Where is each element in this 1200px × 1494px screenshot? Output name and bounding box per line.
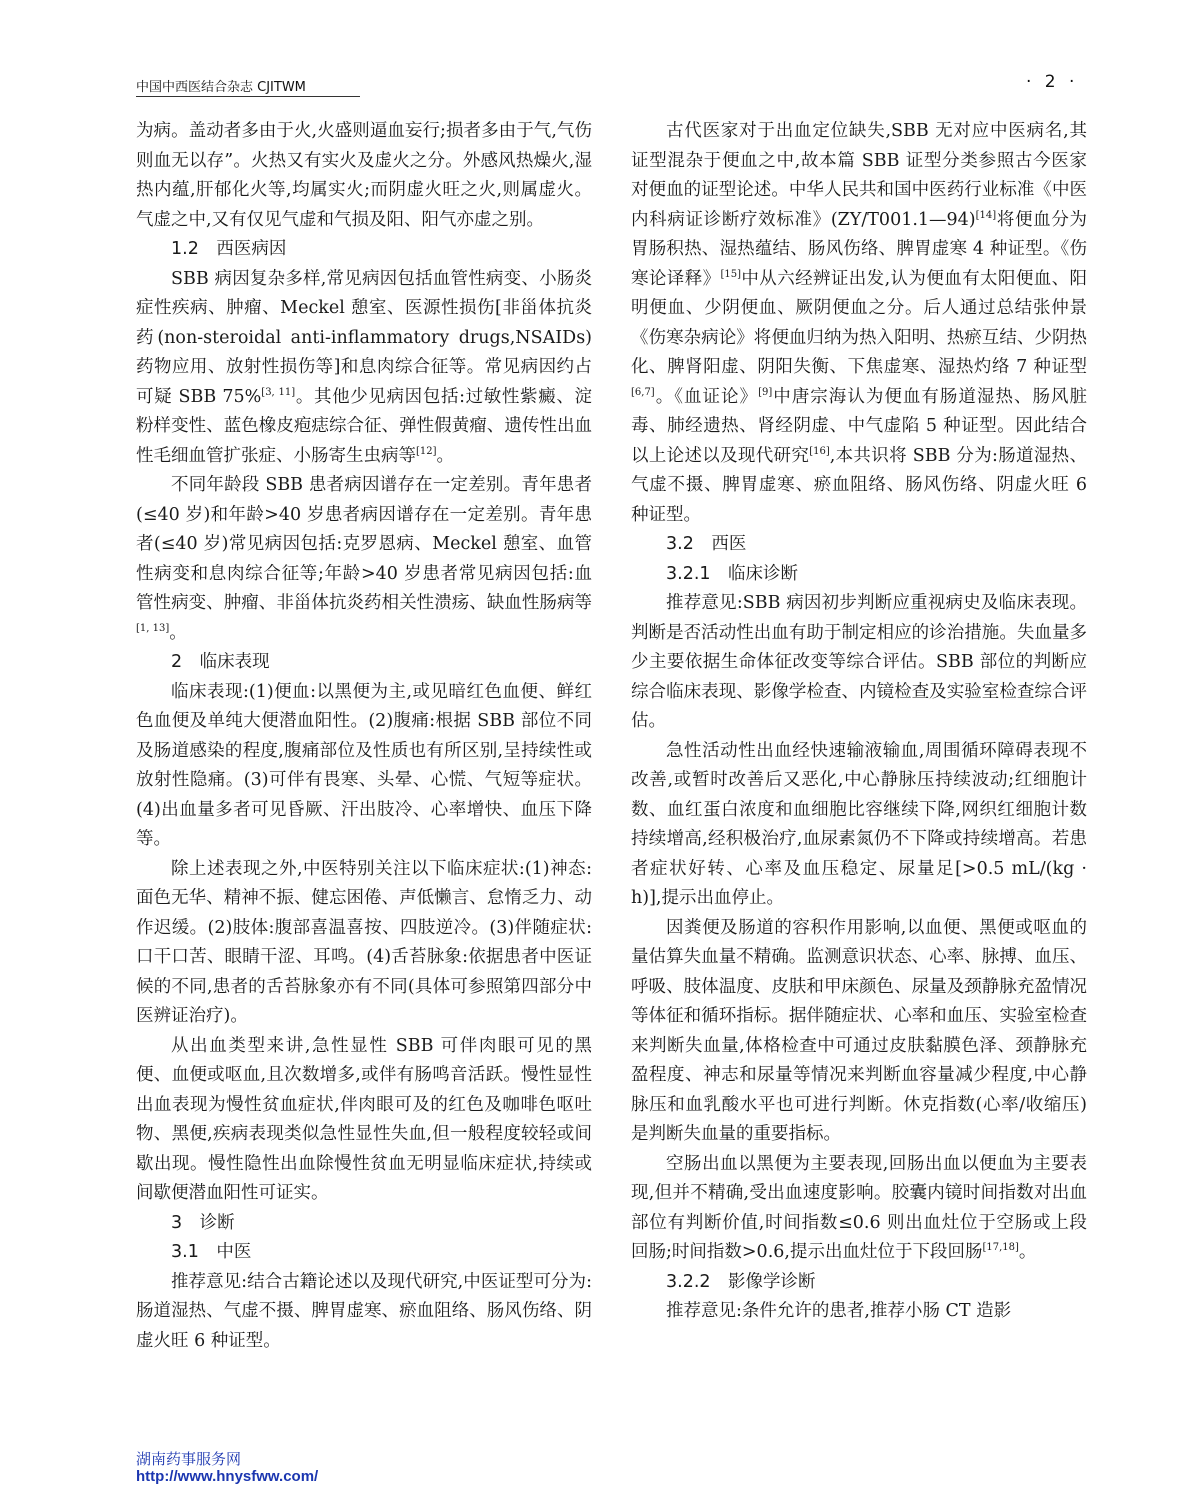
body-paragraph: [136, 265, 592, 472]
paragraph-text: 中从六经辨证出发,认为便血有太阳便血、阳明便血、少阴便血、厥阴便血之分。后人通过总结张仲景《伤寒杂病论》将便血归纳为热入阳明、热瘀互结、少阴热化、脾肾阳虚、阴阳失衡、下焦虚寒、湿热灼络 7 种证型: [631, 268, 1088, 377]
section-heading: 3.2.1 临床诊断: [666, 563, 799, 584]
section-heading: 1.2 西医病因: [171, 239, 287, 259]
body-paragraph: [631, 117, 1087, 530]
footer-site-name[interactable]: 湖南药事服务网: [136, 1450, 242, 1468]
paragraph-text: 推荐意见:SBB 病因初步判断应重视病史及临床表现。判断是否活动性出血有助于制定相应的诊治措施。失血量多少主要依据生命体征改变等综合评估。SBB 部位的判断应综合临床表现、影像学检查、内镜检查及实验室检查综合评估。: [631, 593, 1087, 731]
paragraph-text: 除上述表现之外,中医特别关注以下临床症状:(1)神态:面色无华、精神不振、健忘困倦、声低懒言、怠惰乏力、动作迟缓。(2)肢体:腹部喜温喜按、四肢逆冷。(3)伴随症状:口干口苦、眼睛干涩、耳鸣。(4)舌苔脉象:依据患者中医证候的不同,患者的舌苔脉象亦有不同(具体可参照第四部分中医辨证治疗)。: [136, 858, 592, 1026]
body-paragraph: [136, 855, 592, 1032]
paragraph-text: 。: [436, 445, 455, 466]
paragraph-text: 推荐意见:结合古籍论述以及现代研究,中医证型可分为:肠道湿热、气虚不摄、脾胃虚寒、瘀血阻络、肠风伤络、阴虚火旺 6 种证型。: [136, 1271, 592, 1351]
paragraph-text: ,本共识将 SBB 分为:肠道湿热、气虚不摄、脾胃虚寒、瘀血阻络、肠风伤络、阴虚火旺 6 种证型。: [631, 445, 1088, 525]
paragraph-text: 因粪便及肠道的容积作用影响,以血便、黑便或呕血的量估算失血量不精确。监测意识状态、心率、脉搏、血压、呼吸、肢体温度、皮肤和甲床颜色、尿量及颈静脉充盈情况等体征和循环指标。据伴随症状、心率和血压、实验室检查来判断失血量,体格检查中可通过皮肤黏膜色泽、颈静脉充盈程度、神志和尿量等情况来判断血容量减少程度,中心静脉压和血乳酸水平也可进行判断。休克指数(心率/收缩压)是判断失血量的重要指标。: [631, 917, 1087, 1144]
paragraph-text: 为病。盖动者多由于火,火盛则逼血妄行;损者多由于气,气伤则血无以存”。火热又有实火及虚火之分。外感风热燥火,湿热内蕴,肝郁化火等,均属实火;而阴虚火旺之火,则属虚火。气虚之中,又有仅见气虚和气损及阳、阳气亦虚之别。: [136, 121, 592, 230]
citation-ref: [1, 13]: [136, 622, 170, 634]
paragraph-text: 推荐意见:条件允许的患者,推荐小肠 CT 造影: [666, 1301, 1012, 1321]
paragraph-text: 中唐宗海认为便血有肠道湿热、肠风脏毒、肺经遗热、肾经阴虚、中气虚陷 5 种证型。因此结合以上论述以及现代研究: [631, 386, 1088, 466]
paragraph-text: 。: [169, 622, 187, 643]
paragraph-text: 将便血分为胃肠积热、湿热蕴结、肠风伤络、脾胃虚寒 4 种证型。《伤寒论译释》: [631, 209, 1088, 289]
body-paragraph: [136, 678, 592, 855]
body-paragraph: [136, 1268, 592, 1357]
citation-ref: [12]: [416, 445, 437, 457]
citation-ref: [6,7]: [631, 386, 655, 398]
journal-title: 中国中西医结合杂志 CJITWM: [136, 80, 306, 95]
paragraph-text: 空肠出血以黑便为主要表现,回肠出血以便血为主要表现,但并不精确,受出血速度影响。胶囊内镜时间指数对出血部位有判断价值,时间指数≤0.6 则出血灶位于空肠或上段回肠;时间指数>0.6,提示出血灶位于下段回肠: [631, 1153, 1087, 1262]
body-paragraph: [136, 471, 592, 648]
body-paragraph: [136, 1032, 592, 1209]
paragraph-text: SBB 病因复杂多样,常见病因包括血管性病变、小肠炎症性疾病、肿瘤、Meckel 憩室、医源性损伤[非甾体抗炎药(non-steroidal anti-inflammatory drugs,NSAIDs)药物应用、放射性损伤等]和息肉综合征等。常见病因约占可疑 SBB 75%: [136, 268, 592, 407]
paragraph-text: 。其他少见病因包括:过敏性紫癜、淀粉样变性、蓝色橡皮疱痣综合征、弹性假黄瘤、遗传性出血性毛细血管扩张症、小肠寄生虫病等: [136, 386, 592, 466]
section-heading: 3.2.2 影像学诊断: [666, 1271, 816, 1292]
section-heading: 3.2 西医: [666, 534, 747, 554]
right-column: [631, 117, 1087, 1327]
paragraph-text: 。: [1018, 1242, 1037, 1262]
paragraph-text: 古代医家对于出血定位缺失,SBB 无对应中医病名,其证型混杂于便血之中,故本篇 SBB 证型分类参照古今医家对便血的证型论述。中华人民共和国中医药行业标准《中医内科病证诊断疗效标准》(ZY/T001.1—94): [631, 121, 1087, 230]
citation-ref: [3, 11]: [261, 386, 296, 398]
header-rule: [136, 96, 360, 97]
footer-url-link[interactable]: http://www.hnysfww.com/: [136, 1468, 319, 1485]
section-heading: 3 诊断: [171, 1212, 235, 1233]
body-paragraph: [631, 737, 1087, 914]
paragraph-text: 急性活动性出血经快速输液输血,周围循环障碍表现不改善,或暂时改善后又恶化,中心静脉压持续波动;红细胞计数、血红蛋白浓度和血细胞比容继续下降,网织红细胞计数持续增高,经积极治疗,血尿素氮仍不下降或持续增高。若患者症状好转、心率及血压稳定、尿量足[>0.5 mL/(kg · h)],提示出血停止。: [631, 740, 1087, 908]
paragraph-text: 不同年龄段 SBB 患者病因谱存在一定差别。青年患者(≤40 岁)和年龄>40 岁患者病因谱存在一定差别。青年患者(≤40 岁)常见病因包括:克罗恩病、Meckel 憩室、血管性病变和息肉综合征等;年龄>40 岁患者常见病因包括:血管性病变、肿瘤、非甾体抗炎药相关性溃疡、缺血性肠病等: [136, 475, 592, 613]
body-paragraph: [631, 914, 1087, 1150]
body-paragraph: [631, 1297, 1087, 1327]
page-number: · 2 ·: [1026, 72, 1079, 92]
section-heading: 2 临床表现: [171, 652, 270, 672]
body-paragraph: [136, 117, 592, 235]
citation-ref: [15]: [720, 268, 742, 280]
body-paragraph: [631, 1150, 1087, 1268]
paragraph-text: 。《血证论》: [654, 386, 759, 407]
citation-ref: [9]: [758, 386, 773, 398]
citation-ref: [17,18]: [982, 1242, 1019, 1253]
paragraph-text: 从出血类型来讲,急性显性 SBB 可伴肉眼可见的黑便、血便或呕血,且次数增多,或伴有肠鸣音活跃。慢性显性出血表现为慢性贫血症状,伴肉眼可及的红色及咖啡色呕吐物、黑便,疾病表现类似急性显性失血,但一般程度较轻或间歇出现。慢性隐性出血除慢性贫血无明显临床症状,持续或间歇便潜血阳性可证实。: [136, 1035, 592, 1203]
citation-ref: [14]: [975, 209, 997, 221]
left-column: [136, 117, 592, 1356]
body-paragraph: [631, 589, 1087, 737]
citation-ref: [16]: [809, 445, 830, 457]
paragraph-text: 临床表现:(1)便血:以黑便为主,或见暗红色血便、鲜红色血便及单纯大便潜血阳性。(2)腹痛:根据 SBB 部位不同及肠道感染的程度,腹痛部位及性质也有所区别,呈持续性或放射性隐痛。(3)可伴有畏寒、头晕、心慌、气短等症状。(4)出血量多者可见昏厥、汗出肢冷、心率增快、血压下降等。: [136, 681, 592, 849]
section-heading: 3.1 中医: [171, 1242, 252, 1262]
